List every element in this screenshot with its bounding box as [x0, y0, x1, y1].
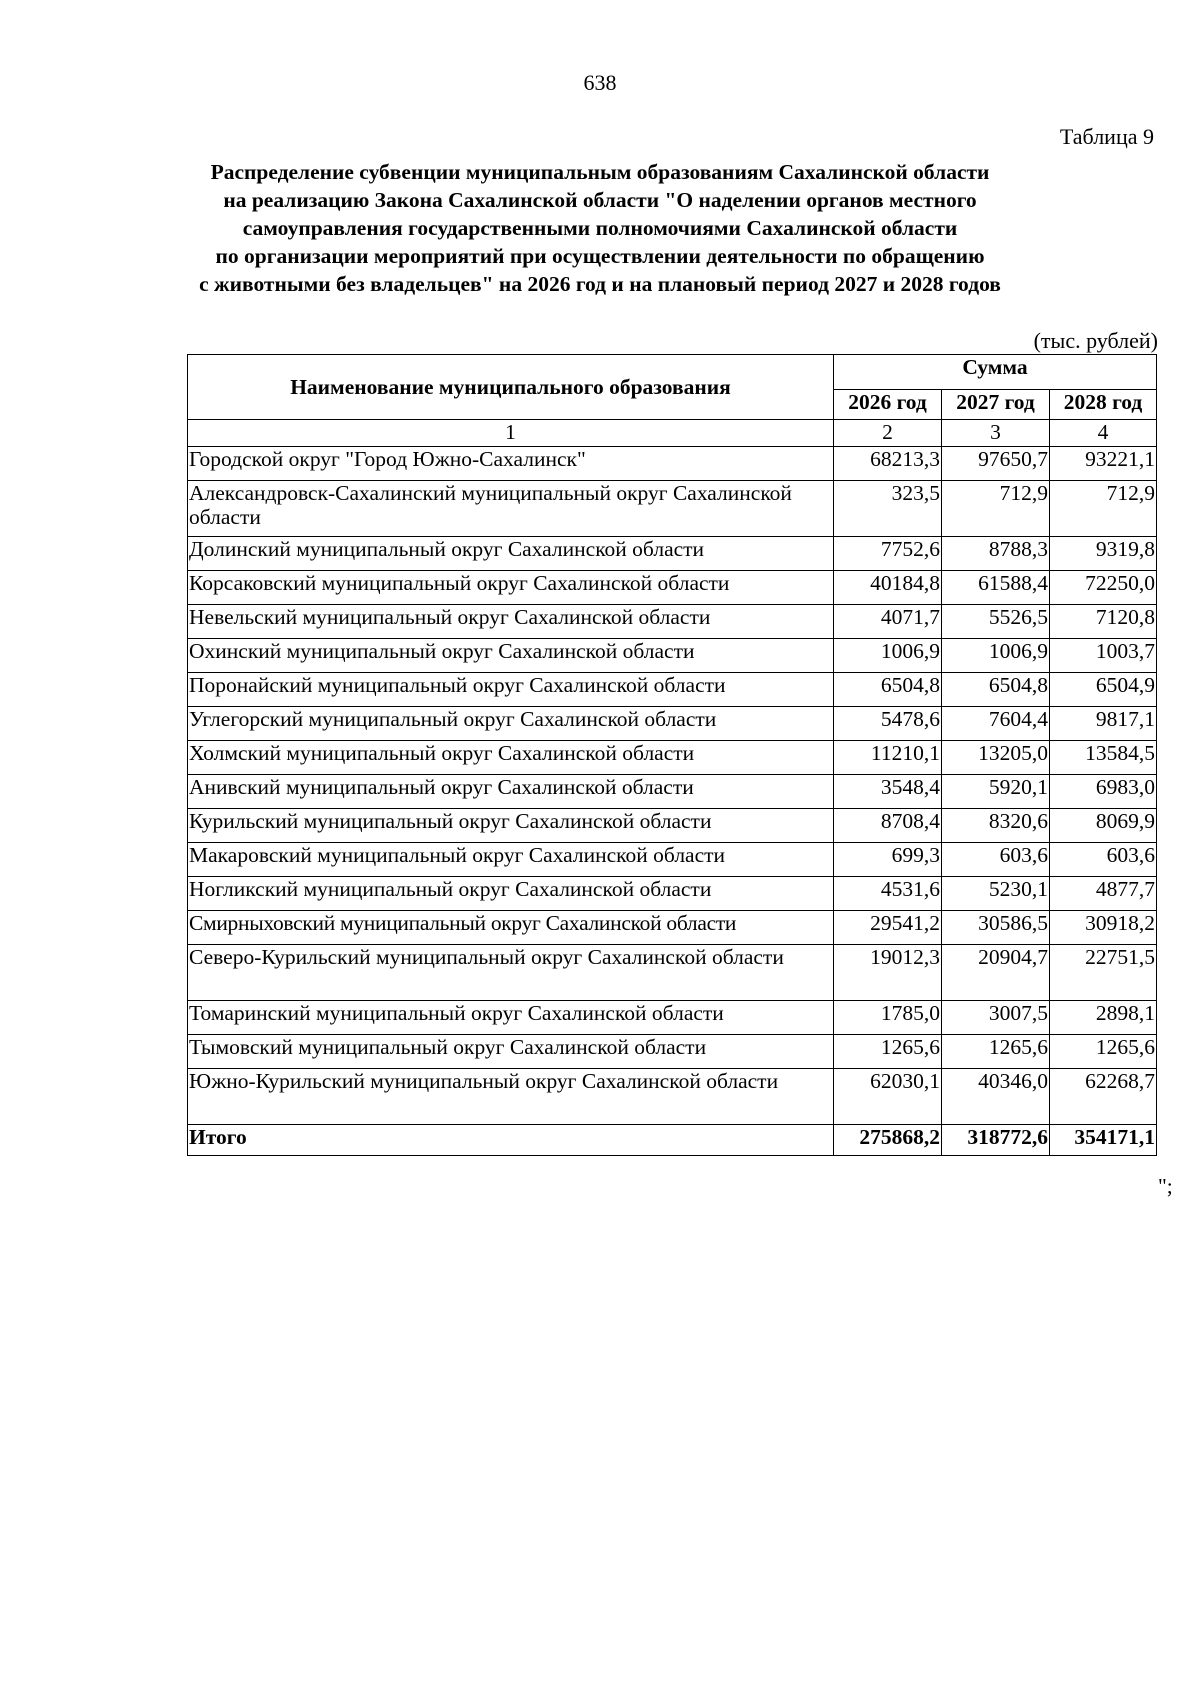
value-2027: 7604,4 — [942, 707, 1050, 741]
value-2027: 6504,8 — [942, 673, 1050, 707]
value-2028: 72250,0 — [1050, 571, 1157, 605]
total-row — [188, 1125, 1157, 1156]
municipality-name: Тымовский муниципальный округ Сахалинской области — [188, 1035, 834, 1069]
municipality-name: Поронайский муниципальный округ Сахалинской области — [188, 673, 834, 707]
value-2026: 40184,8 — [834, 571, 942, 605]
value-2027: 13205,0 — [942, 741, 1050, 775]
municipality-name: Северо-Курильский муниципальный округ Сахалинской области — [188, 945, 834, 1001]
subvention-table — [187, 354, 1157, 1156]
header-year-2027: 2027 год — [942, 389, 1050, 419]
value-2026: 3548,4 — [834, 775, 942, 809]
header-year-2026: 2026 год — [834, 389, 942, 419]
total-2026: 275868,2 — [834, 1125, 942, 1156]
value-2028: 9817,1 — [1050, 707, 1157, 741]
total-2027: 318772,6 — [942, 1125, 1050, 1156]
value-2028: 1003,7 — [1050, 639, 1157, 673]
table-row — [188, 673, 1157, 707]
value-2028: 22751,5 — [1050, 945, 1157, 1001]
value-2027: 40346,0 — [942, 1069, 1050, 1125]
municipality-name: Александровск-Сахалинский муниципальный округ Сахалинской области — [188, 481, 834, 537]
municipality-name: Углегорский муниципальный округ Сахалинской области — [188, 707, 834, 741]
title-line: на реализацию Закона Сахалинской области "О наделении органов местного — [223, 188, 977, 212]
value-2027: 8788,3 — [942, 537, 1050, 571]
value-2028: 2898,1 — [1050, 1001, 1157, 1035]
table-row — [188, 447, 1157, 481]
table-row — [188, 1035, 1157, 1069]
municipality-name: Охинский муниципальный округ Сахалинской области — [188, 639, 834, 673]
value-2027: 5230,1 — [942, 877, 1050, 911]
value-2028: 30918,2 — [1050, 911, 1157, 945]
document-title — [150, 158, 1050, 298]
value-2026: 4531,6 — [834, 877, 942, 911]
title-line: с животными без владельцев" на 2026 год и на плановый период 2027 и 2028 годов — [199, 272, 1001, 296]
value-2027: 8320,6 — [942, 809, 1050, 843]
title-line: Распределение субвенции муниципальным образованиям Сахалинской области — [210, 160, 990, 184]
table-row — [188, 741, 1157, 775]
municipality-name: Южно-Курильский муниципальный округ Сахалинской области — [188, 1069, 834, 1125]
column-number: 1 — [188, 420, 834, 447]
municipality-name: Анивский муниципальный округ Сахалинской области — [188, 775, 834, 809]
value-2026: 29541,2 — [834, 911, 942, 945]
table-row — [188, 775, 1157, 809]
title-line: самоуправления государственными полномочиями Сахалинской области — [242, 216, 958, 240]
municipality-name: Долинский муниципальный округ Сахалинской области — [188, 537, 834, 571]
value-2026: 4071,7 — [834, 605, 942, 639]
table-row — [188, 911, 1157, 945]
table-row — [188, 809, 1157, 843]
title-line: по организации мероприятий при осуществлении деятельности по обращению — [215, 244, 985, 268]
municipality-name: Городской округ "Город Южно-Сахалинск" — [188, 447, 834, 481]
municipality-name: Невельский муниципальный округ Сахалинской области — [188, 605, 834, 639]
value-2027: 1006,9 — [942, 639, 1050, 673]
value-2026: 1265,6 — [834, 1035, 942, 1069]
value-2026: 323,5 — [834, 481, 942, 537]
value-2028: 7120,8 — [1050, 605, 1157, 639]
value-2028: 4877,7 — [1050, 877, 1157, 911]
municipality-name: Курильский муниципальный округ Сахалинской области — [188, 809, 834, 843]
value-2026: 7752,6 — [834, 537, 942, 571]
value-2027: 97650,7 — [942, 447, 1050, 481]
table-row — [188, 537, 1157, 571]
unit-label: (тыс. рублей) — [1033, 328, 1158, 353]
total-label: Итого — [188, 1125, 834, 1156]
column-number: 2 — [834, 420, 942, 447]
value-2028: 712,9 — [1050, 481, 1157, 537]
closing-quote-mark: "; — [1158, 1174, 1173, 1198]
municipality-name: Корсаковский муниципальный округ Сахалинской области — [188, 571, 834, 605]
value-2028: 603,6 — [1050, 843, 1157, 877]
header-year-2028: 2028 год — [1050, 389, 1157, 419]
value-2027: 30586,5 — [942, 911, 1050, 945]
value-2028: 62268,7 — [1050, 1069, 1157, 1125]
table-row — [188, 707, 1157, 741]
table-row — [188, 639, 1157, 673]
value-2028: 93221,1 — [1050, 447, 1157, 481]
value-2026: 5478,6 — [834, 707, 942, 741]
municipality-name: Смирныховский муниципальный округ Сахалинской области — [188, 911, 834, 945]
page-number: 638 — [583, 70, 617, 95]
table-row — [188, 481, 1157, 537]
value-2027: 5526,5 — [942, 605, 1050, 639]
value-2028: 1265,6 — [1050, 1035, 1157, 1069]
value-2027: 603,6 — [942, 843, 1050, 877]
value-2026: 11210,1 — [834, 741, 942, 775]
column-number: 4 — [1050, 420, 1157, 447]
municipality-name: Холмский муниципальный округ Сахалинской области — [188, 741, 834, 775]
value-2026: 6504,8 — [834, 673, 942, 707]
value-2026: 68213,3 — [834, 447, 942, 481]
value-2027: 3007,5 — [942, 1001, 1050, 1035]
table-body — [188, 447, 1157, 1156]
value-2027: 1265,6 — [942, 1035, 1050, 1069]
value-2026: 8708,4 — [834, 809, 942, 843]
value-2027: 20904,7 — [942, 945, 1050, 1001]
value-2026: 699,3 — [834, 843, 942, 877]
total-2028: 354171,1 — [1050, 1125, 1157, 1156]
header-sum: Сумма — [834, 355, 1157, 390]
value-2028: 6504,9 — [1050, 673, 1157, 707]
table-label: Таблица 9 — [1059, 124, 1154, 149]
header-name: Наименование муниципального образования — [188, 355, 834, 420]
value-2026: 1006,9 — [834, 639, 942, 673]
value-2026: 1785,0 — [834, 1001, 942, 1035]
table-row — [188, 1001, 1157, 1035]
table-row — [188, 843, 1157, 877]
value-2027: 61588,4 — [942, 571, 1050, 605]
value-2026: 19012,3 — [834, 945, 942, 1001]
municipality-name: Ногликский муниципальный округ Сахалинской области — [188, 877, 834, 911]
municipality-name: Томаринский муниципальный округ Сахалинской области — [188, 1001, 834, 1035]
table-row — [188, 571, 1157, 605]
value-2027: 712,9 — [942, 481, 1050, 537]
value-2028: 6983,0 — [1050, 775, 1157, 809]
value-2028: 8069,9 — [1050, 809, 1157, 843]
table-row — [188, 877, 1157, 911]
value-2027: 5920,1 — [942, 775, 1050, 809]
table-row — [188, 1069, 1157, 1125]
table-row — [188, 945, 1157, 1001]
value-2026: 62030,1 — [834, 1069, 942, 1125]
municipality-name: Макаровский муниципальный округ Сахалинской области — [188, 843, 834, 877]
value-2028: 9319,8 — [1050, 537, 1157, 571]
column-number: 3 — [942, 420, 1050, 447]
value-2028: 13584,5 — [1050, 741, 1157, 775]
table-row — [188, 605, 1157, 639]
